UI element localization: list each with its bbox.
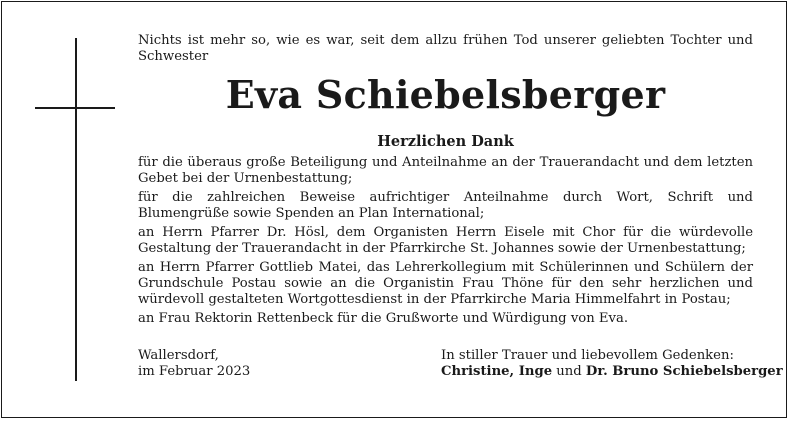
mourners-block <box>441 348 783 380</box>
mourner-names-first: Christine, Inge <box>441 364 553 379</box>
thanks-paragraph: an Herrn Pfarrer Gottlieb Matei, das Lehrerkollegium mit Schülerinnen und Schülern der Grundschule Postau sowie an die Organistin Frau Thöne für den sehr herzlichen und würdevoll gestalteten Wortgottesdienst in der Pfarrkirche Maria Himmelfahrt in Postau; <box>138 260 753 307</box>
cross-icon-vertical <box>75 38 77 381</box>
place-date <box>138 348 250 380</box>
cross-icon-horizontal <box>35 107 115 109</box>
thanks-heading: Herzlichen Dank <box>377 133 514 150</box>
thanks-paragraph: an Herrn Pfarrer Dr. Hösl, dem Organisten Herrn Eisele mit Chor für die würdevolle Gestaltung der Trauerandacht in der Pfarrkirche St. Johannes sowie der Urnenbestattung; <box>138 225 753 256</box>
place-text: Wallersdorf, <box>138 348 219 363</box>
mourner-names-second: Dr. Bruno Schiebelsberger <box>585 364 783 379</box>
mourner-names-connector: und <box>552 364 586 379</box>
deceased-name: Eva Schiebelsberger <box>225 72 666 117</box>
mourner-names <box>441 364 783 380</box>
date-text: im Februar 2023 <box>138 364 251 379</box>
thanks-paragraph: für die überaus große Beteiligung und Anteilnahme an der Trauerandacht und dem letzten Gebet bei der Urnenbestattung; <box>138 155 753 186</box>
mourning-line: In stiller Trauer und liebevollem Gedenken: <box>441 348 734 363</box>
thanks-paragraph: an Frau Rektorin Rettenbeck für die Grußworte und Würdigung von Eva. <box>138 311 629 326</box>
intro-text: Nichts ist mehr so, wie es war, seit dem allzu frühen Tod unserer geliebten Tochter und Schwester <box>138 33 753 64</box>
notice-content <box>138 33 753 330</box>
thanks-paragraph: für die zahlreichen Beweise aufrichtiger Anteilnahme durch Wort, Schrift und Blumengrüße sowie Spenden an Plan International; <box>138 190 753 221</box>
